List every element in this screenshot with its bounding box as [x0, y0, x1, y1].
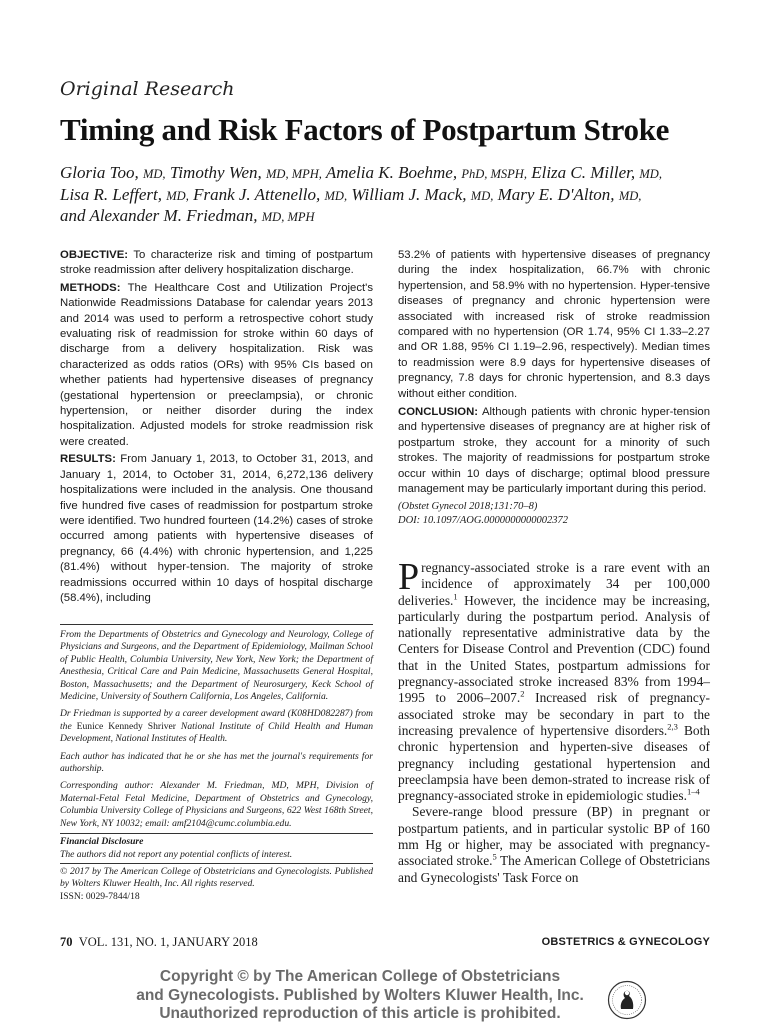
author-degrees: MD, MPH [261, 210, 315, 224]
article-body [398, 556, 710, 886]
abstract-methods [60, 281, 373, 450]
results-label: RESULTS: [60, 453, 116, 466]
author-degrees: MD, [166, 188, 189, 203]
funding-note: Dr Friedman is supported by a career development award (K08HD082287) from the Eunice Kennedy Shriver National Institute of Child Health and Human Development, National Institutes of Health. [60, 708, 373, 745]
author-degrees: MD, MPH, [266, 167, 322, 181]
body-paragraph: Severe-range blood pressure (BP) in pregnant or postpartum patients, and in particular systolic BP of 160 mm Hg or higher, may be associated with pregnancy-associated stroke.$^5$ The American College of Obstetricians and Gynecologists' Task Force on [398, 804, 710, 885]
financial-disclosure: The authors did not report any potential conflicts of interest. [60, 848, 293, 860]
doi: DOI: 10.1097/AOG.0000000000002372 [398, 514, 569, 526]
author-degrees: MD, [142, 167, 166, 181]
journal-citation: (Obstet Gynecol 2018;131:70–8) [398, 500, 538, 512]
journal-name: OBSTETRICS & GYNECOLOGY [541, 936, 710, 948]
author-name: Timothy Wen, [169, 163, 262, 182]
page-footer-left [60, 935, 258, 950]
author-name: Gloria Too, [60, 163, 139, 182]
results-text: From January 1, 2013, to October 31, 2013, and January 1, 2014, to October 31, 2014, 6,272,136 delivery hospitalizations were included in the analysis. One thousand five hundred five cases of readmission for postpartum stroke were identified. Two hundred fourteen (14.2%) cases of stroke occurred among patients with hypertensive diseases of pregnancy, 66 (4.4%) with chronic hypertension, and 1,225 (81.4%) without hyper-tension. The majority of stroke readmissions occurred within 10 days of hospital discharge (58.4%), including [60, 453, 374, 604]
copyright-divider [60, 863, 373, 864]
acog-seal-icon [607, 980, 647, 1020]
copyright-note: © 2017 by The American College of Obstetricians and Gynecologists. Published by Wolters Kluwer Health, Inc. All rights reserved. [60, 865, 373, 890]
copyright-watermark: Copyright © by The American College of Obstetricians and Gynecologists. Published by Wolters Kluwer Health, Inc. Unauthorized reproduction of this article is prohibited. [136, 968, 584, 1022]
article-title: Timing and Risk Factors of Postpartum Stroke [60, 112, 670, 147]
conclusion-text: Although patients with chronic hyper-tension and hypertensive diseases of pregnancy are at higher risk of postpartum stroke, they account for a minority of such strokes. The majority of readmissions for postpartum stroke occur within 10 days of discharge; optimal blood pressure management may be particularly important during this period. [398, 406, 711, 496]
body-paragraph: Pregnancy-associated stroke is a rare event with an incidence of approximately 34 per 100,000 deliveries.$^1$ However, the incidence may be increasing, particularly during the postpartum period. Analysis of nationally representative administrative data by the Centers for Disease Control and Prevention (CDC) found that in the United States, postpartum admissions for pregnancy-associated stroke increased 83% from 1994–1995 to 2006–2007.$^2$ Increased risk of pregnancy-associated stroke may be secondary in part to the increasing prevalence of hypertensive disorders.$^{2,3}$ Both chronic hypertension and hyperten-sive diseases of pregnancy including gestational hypertension and preeclampsia have been demon-strated to increase risk of pregnancy-associated stroke in epidemiologic studies.$^{1-4}$ [398, 556, 710, 804]
conclusion-label: CONCLUSION: [398, 406, 479, 419]
methods-label: METHODS: [60, 281, 121, 294]
article-notes [60, 629, 373, 903]
author-name: Frank J. Attenello, [193, 184, 321, 204]
corresponding-author: Corresponding author: Alexander M. Friedman, MD, MPH, Division of Maternal-Fetal Fetal Medicine, Department of Obstetrics and Gynecology, Columbia University College of Physicians and Surgeons, 622 West 168th Street, New York, NY 10032; email: amf2104@cumc.columbia.edu. [60, 780, 373, 829]
page-number: 70 [60, 935, 73, 949]
author-name: and Alexander M. Friedman, [60, 206, 258, 225]
issn: ISSN: 0029-7844/18 [60, 890, 140, 902]
financial-disclosure-heading: Financial Disclosure [60, 836, 144, 848]
author-degrees: MD, [324, 188, 348, 203]
author-name: Mary E. D'Alton, [497, 184, 615, 204]
abstract-left-column [60, 248, 373, 608]
disclosure-divider [60, 833, 373, 834]
author-name: Eliza C. Miller, [531, 163, 636, 182]
author-degrees: PhD, MSPH, [461, 167, 527, 181]
author-name: Amelia K. Boehme, [325, 163, 458, 182]
abstract-right-column [398, 248, 710, 528]
methods-text: The Healthcare Cost and Utilization Project's Nationwide Readmissions Database for calendar years 2013 and 2014 was used to perform a retrospective cohort study evaluating risk of readmission for stroke within 60 days of discharge from a delivery hospitalization. Risk was characterized as odds ratios (ORs) with 95% CIs based on whether patients had hypertensive diseases of pregnancy (gestational hypertension or preeclampsia), or chronic hypertension, or neither disorder during the index hospitalization. Adjusted models for stroke readmission risk were created. [60, 281, 374, 448]
results-continued: 53.2% of patients with hypertensive diseases of pregnancy during the index hospitalization, 66.7% with chronic hypertension, and 58.9% with no hypertension. Hyper-tensive diseases of pregnancy and chronic hypertension were associated with increased risk of stroke readmission compared with no hypertension (OR 1.74, 95% CI 1.33–2.27 and OR 1.88, 95% CI 1.19–2.96, respectively). Median times to readmission were 8.9 days for hypertensive diseases of pregnancy, 7.8 days for chronic hypertension, and 8.3 days without either condition. [398, 249, 710, 400]
abstract-conclusion [398, 405, 710, 497]
authorship-note: Each author has indicated that he or she has met the journal's requirements for authorship. [60, 750, 373, 775]
author-name: William J. Mack, [351, 184, 467, 204]
author-degrees: MD, [618, 188, 642, 203]
drop-cap: P [398, 556, 420, 598]
affiliations: From the Departments of Obstetrics and Gynecology and Neurology, College of Physicians and Surgeons, and the Department of Epidemiology, Mailman School of Public Health, Columbia University, New York, New York; the Department of Anesthesia, Critical Care and Pain Medicine, Massachusetts General Hospital, Boston, Massachusetts; and the Department of Neurosurgery, Keck School of Medicine, University of Southern California, Los Angeles, California. [60, 629, 373, 703]
notes-divider [60, 624, 373, 625]
objective-label: OBJECTIVE: [60, 249, 129, 261]
author-degrees: MD, [639, 167, 662, 181]
abstract-objective [60, 248, 373, 279]
author-degrees: MD, [470, 188, 494, 203]
section-label: Original Research [60, 78, 235, 100]
abstract-results [60, 452, 373, 606]
issue-info: VOL. 131, NO. 1, JANUARY 2018 [78, 935, 258, 949]
author-name: Lisa R. Leffert, [60, 184, 163, 204]
author-list [60, 163, 720, 228]
objective-text: To characterize risk and timing of postpartum stroke readmission after delivery hospitalization discharge. [60, 249, 373, 277]
